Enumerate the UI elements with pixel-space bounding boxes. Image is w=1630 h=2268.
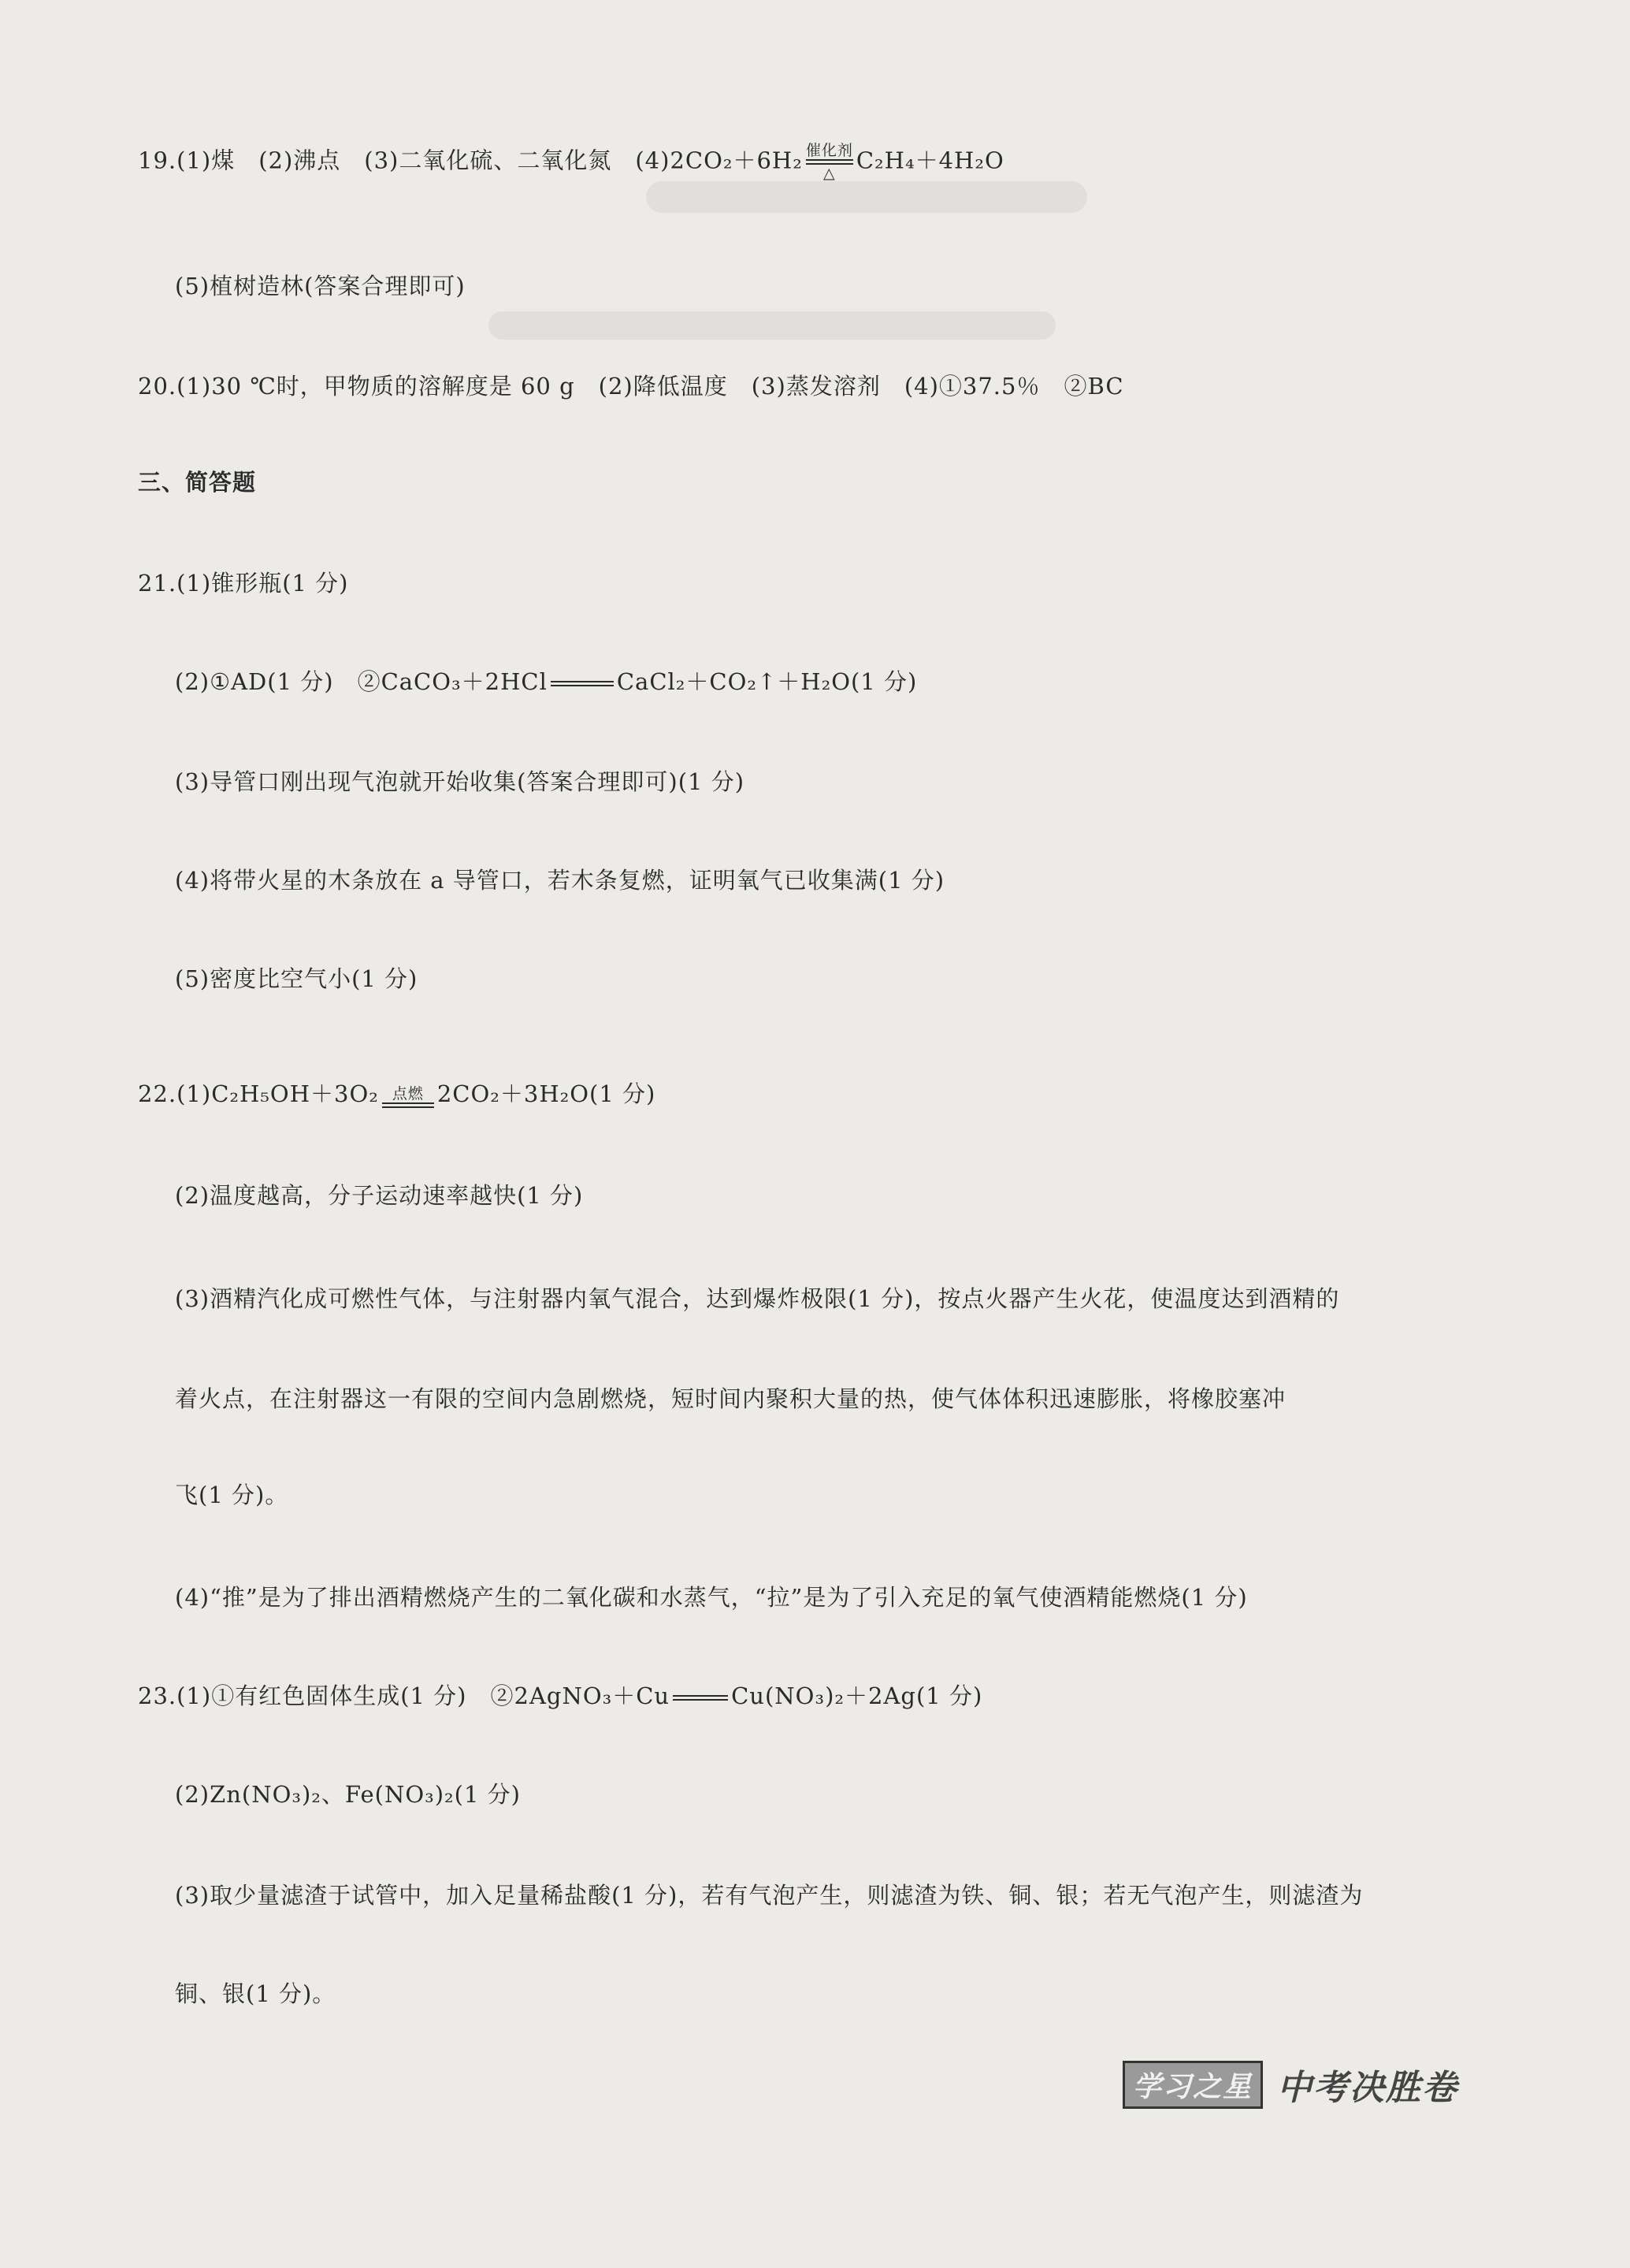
- q19-part1: 19.(1)煤 (2)沸点 (3)二氧化硫、二氧化氮 (4)2CO₂＋6H₂: [138, 147, 803, 174]
- reaction-condition: [806, 142, 853, 182]
- footer-branding: [1123, 2061, 1501, 2108]
- background-smudge: [646, 181, 1087, 213]
- q19-product: C₂H₄＋4H₂O: [856, 147, 1004, 174]
- q22-part3-line2: 着火点，在注射器这一有限的空间内急剧燃烧，短时间内聚积大量的热，使气体体积迅速膨胀，将橡胶塞冲: [175, 1385, 1287, 1412]
- q22-part1-right: 2CO₂＋3H₂O(1 分): [436, 1080, 656, 1107]
- q23-part3-line1: (3)取少量滤渣于试管中，加入足量稀盐酸(1 分)，若有气泡产生，则滤渣为铁、铜、银；若无气泡产生，则滤渣为: [175, 1882, 1364, 1909]
- q23-part3-line2: 铜、银(1 分)。: [175, 1980, 336, 2007]
- q23-part1-left: 23.(1)①有红色固体生成(1 分) ②2AgNO₃＋Cu: [138, 1682, 670, 1709]
- catalyst-label: 催化剂: [805, 142, 853, 159]
- q23-part1: [138, 1680, 982, 1712]
- reaction-equals: [673, 1695, 728, 1701]
- section-heading: 三、简答题: [138, 469, 257, 496]
- q21-part2-left: (2)①AD(1 分) ②CaCO₃＋2HCl: [175, 668, 548, 695]
- q23-part2: (2)Zn(NO₃)₂、Fe(NO₃)₂(1 分): [175, 1781, 521, 1808]
- q23-part1-right: Cu(NO₃)₂＋2Ag(1 分): [731, 1682, 983, 1709]
- q19-line1: [138, 142, 1004, 182]
- q21-part2-right: CaCl₂＋CO₂↑＋H₂O(1 分): [616, 668, 918, 695]
- q22-part4: (4)“推”是为了排出酒精燃烧产生的二氧化碳和水蒸气，“拉”是为了引入充足的氧气使酒精能燃烧(1 分): [175, 1584, 1248, 1611]
- logo: 学习之星: [1123, 2061, 1263, 2109]
- reaction-condition: [382, 1085, 434, 1108]
- q20-line: 20.(1)30 ℃时，甲物质的溶解度是 60 g (2)降低温度 (3)蒸发溶剂 (4)①37.5％ ②BC: [138, 373, 1124, 400]
- q22-part1: [138, 1078, 655, 1110]
- reaction-equals: [551, 681, 614, 686]
- q21-part2: [175, 666, 917, 697]
- q22-part3-line3: 飞(1 分)。: [175, 1482, 289, 1508]
- q21-part5: (5)密度比空气小(1 分): [175, 965, 418, 992]
- q19-line2: (5)植树造林(答案合理即可): [175, 273, 466, 299]
- ignite-label: 点燃: [392, 1085, 424, 1102]
- equals-bar: [806, 159, 853, 165]
- q21-part1: 21.(1)锥形瓶(1 分): [138, 570, 349, 597]
- equals-bar: [551, 681, 614, 686]
- equals-bar: [382, 1102, 434, 1108]
- q21-part4: (4)将带火星的木条放在 a 导管口，若木条复燃，证明氧气已收集满(1 分): [175, 867, 945, 894]
- series-title: 中考决胜卷: [1277, 2068, 1459, 2108]
- equals-bar: [673, 1695, 728, 1701]
- background-smudge: [488, 311, 1056, 340]
- heat-symbol: △: [823, 165, 836, 182]
- q22-part2: (2)温度越高，分子运动速率越快(1 分): [175, 1182, 584, 1209]
- q21-part3: (3)导管口刚出现气泡就开始收集(答案合理即可)(1 分): [175, 768, 745, 795]
- q22-part3-line1: (3)酒精汽化成可燃性气体，与注射器内氧气混合，达到爆炸极限(1 分)，按点火器产生火花，使温度达到酒精的: [175, 1285, 1340, 1312]
- q22-part1-left: 22.(1)C₂H₅OH＋3O₂: [138, 1080, 379, 1107]
